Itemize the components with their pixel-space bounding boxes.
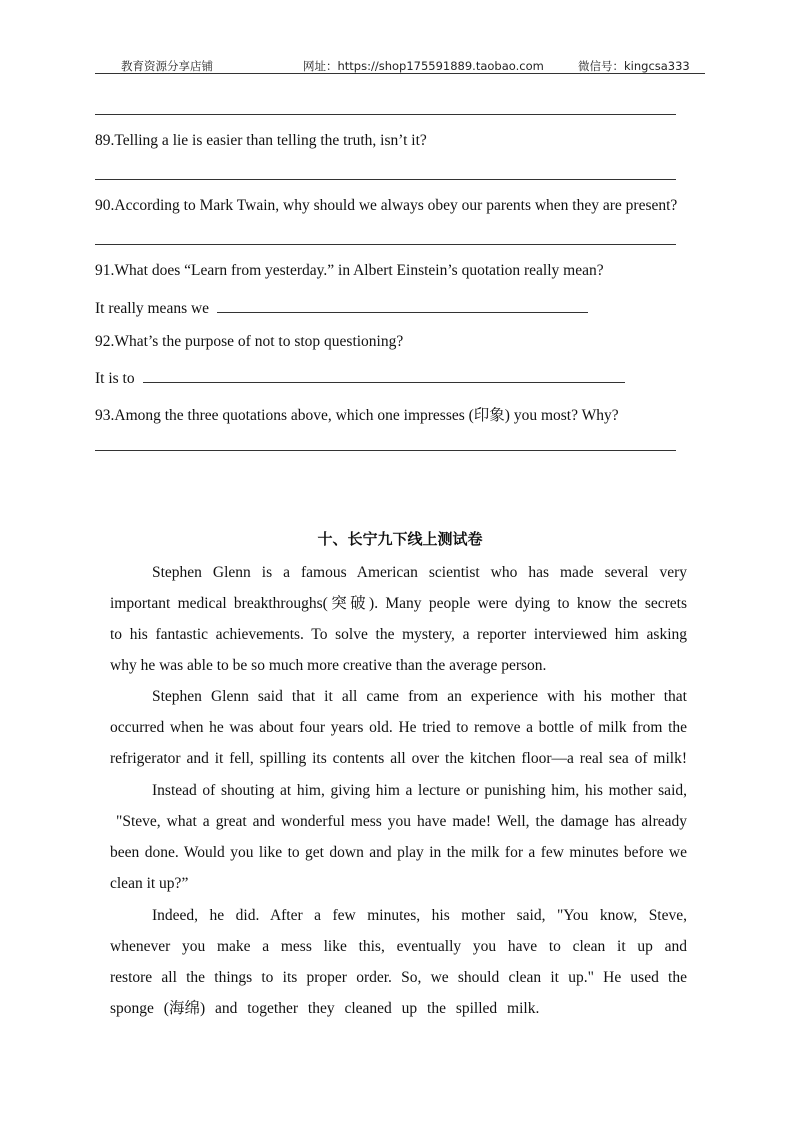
question-91: 91.What does “Learn from yesterday.” in Albert Einstein’s quotation really mean? — [95, 262, 604, 279]
shop-url: 网址：https://shop175591889.taobao.com — [303, 59, 544, 73]
answer-line-93[interactable] — [95, 450, 676, 451]
page-header — [95, 56, 705, 74]
answer-line-90[interactable] — [95, 244, 676, 245]
header-rule — [95, 73, 705, 74]
question-89: 89.Telling a lie is easier than telling the truth, isn’t it? — [95, 132, 427, 149]
passage-line: whenever you make a mess like this, eventually you have to clean it up and — [110, 938, 687, 955]
passage-paragraph-2 — [110, 681, 687, 774]
passage-line: restore all the things to its proper order. So, we should clean it up." He used the — [110, 969, 687, 986]
passage-line: sponge (海绵) and together they cleaned up the spilled milk. — [110, 1000, 540, 1017]
prompt-text-92: It is to — [95, 370, 135, 387]
passage-line: refrigerator and it fell, spilling its contents all over the kitchen floor—a real sea of milk! — [110, 750, 687, 767]
passage-paragraph-4 — [110, 900, 687, 1024]
fill-blank-92[interactable] — [143, 368, 625, 383]
fill-blank-91[interactable] — [217, 298, 588, 313]
passage-line: been done. Would you like to get down and play in the milk for a few minutes before we — [110, 844, 687, 861]
passage-paragraph-1 — [110, 557, 687, 681]
prompt-text-91: It really means we — [95, 300, 210, 317]
wechat-id: 微信号：kingcsa333 — [578, 59, 690, 73]
passage-paragraph-3 — [110, 775, 687, 899]
passage-line: Instead of shouting at him, giving him a lecture or punishing him, his mother said, — [152, 782, 687, 799]
passage-line: important medical breakthroughs(突破). Many people were dying to know the secrets — [110, 595, 687, 612]
question-93: 93.Among the three quotations above, which one impresses (印象) you most? Why? — [95, 407, 619, 424]
passage-line: occurred when he was about four years old. He tried to remove a bottle of milk from the — [110, 719, 687, 736]
shop-name: 教育资源分享店铺 — [121, 59, 213, 73]
answer-prompt-91 — [95, 298, 588, 318]
answer-prompt-92 — [95, 368, 625, 388]
answer-line-89[interactable] — [95, 179, 676, 180]
passage-line: Stephen Glenn said that it all came from an experience with his mother that — [152, 688, 687, 705]
section-title: 十、长宁九下线上测试卷 — [317, 530, 483, 548]
question-90: 90.According to Mark Twain, why should we always obey our parents when they are present? — [95, 197, 678, 214]
passage-line: "Steve, what a great and wonderful mess you have made! Well, the damage has already — [110, 813, 687, 830]
passage-line: Indeed, he did. After a few minutes, his mother said, "You know, Steve, — [152, 907, 687, 924]
passage-line: why he was able to be so much more creative than the average person. — [110, 657, 547, 674]
passage-line: Stephen Glenn is a famous American scientist who has made several very — [152, 564, 687, 581]
passage-line: to his fantastic achievements. To solve the mystery, a reporter interviewed him asking — [110, 626, 687, 643]
question-92: 92.What’s the purpose of not to stop questioning? — [95, 333, 404, 350]
passage-line: clean it up?” — [110, 875, 189, 892]
answer-line-88[interactable] — [95, 114, 676, 115]
